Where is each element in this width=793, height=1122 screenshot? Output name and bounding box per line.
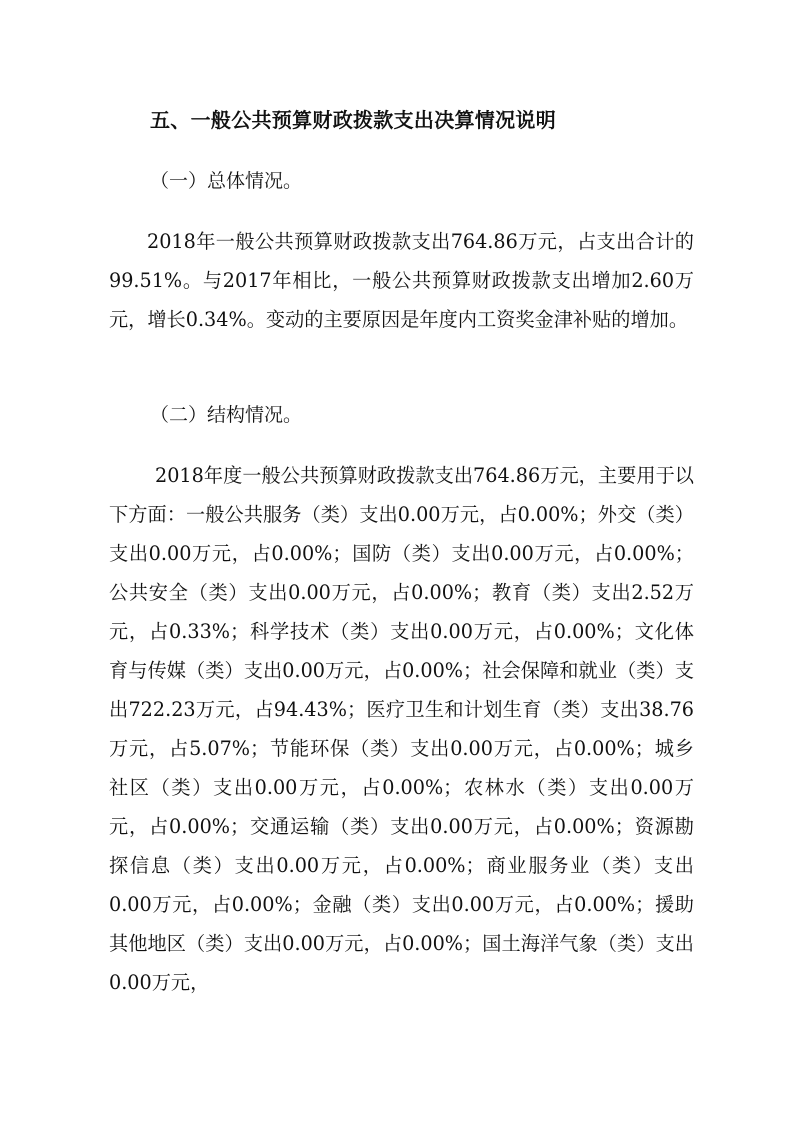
- overview-heading: （一）总体情况。: [150, 170, 303, 192]
- structure-heading: （二）结构情况。: [150, 404, 303, 426]
- section-title: 五、一般公共预算财政拨款支出决算情况说明: [150, 108, 556, 132]
- overview-paragraph: 2018年一般公共预算财政拨款支出764.86万元，占支出合计的99.51%。与2017年相比，一般公共预算财政拨款支出增加2.60万元，增长0.34%。变动的主要原因是年度内工资奖金津补贴的增加。: [109, 230, 694, 331]
- structure-paragraph: 2018年度一般公共预算财政拨款支出764.86万元，主要用于以下方面：一般公共服务（类）支出0.00万元，占0.00%；外交（类）支出0.00万元，占0.00%；国防（类）支出0.00万元，占0.00%；公共安全（类）支出0.00万元，占0.00%；教育（类）支出2.52万元，占0.33%；科学技术（类）支出0.00万元，占0.00%；文化体育与传媒（类）支出0.00万元，占0.00%；社会保障和就业（类）支出722.23万元，占94.43%；医疗卫生和计划生育（类）支出38.76万元，占5.07%；节能环保（类）支出0.00万元，占0.00%；城乡社区（类）支出0.00万元，占0.00%；农林水（类）支出0.00万元，占0.00%；交通运输（类）支出0.00万元，占0.00%；资源勘探信息（类）支出0.00万元，占0.00%；商业服务业（类）支出0.00万元，占0.00%；金融（类）支出0.00万元，占0.00%；援助其他地区（类）支出0.00万元，占0.00%；国土海洋气象（类）支出0.00万元，: [109, 464, 694, 994]
